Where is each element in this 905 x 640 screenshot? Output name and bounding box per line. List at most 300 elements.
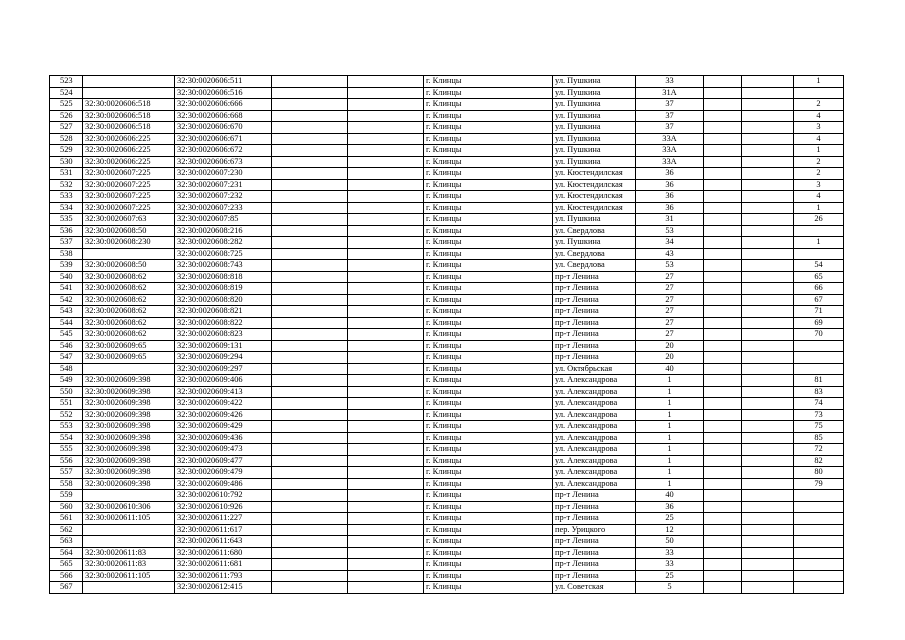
apartment-number-cell: 72 bbox=[794, 444, 844, 456]
blank-cell-d bbox=[742, 248, 794, 260]
parent-cadastral-number-cell: 32:30:0020611:83 bbox=[83, 547, 175, 559]
city-cell: г. Клинцы bbox=[424, 467, 553, 479]
cadastral-number-cell: 32:30:0020611:643 bbox=[175, 536, 272, 548]
street-cell: ул. Александрова bbox=[553, 421, 636, 433]
blank-cell-b bbox=[348, 248, 424, 260]
blank-cell-d bbox=[742, 110, 794, 122]
cadastral-number-cell: 32:30:0020609:413 bbox=[175, 386, 272, 398]
city-cell: г. Клинцы bbox=[424, 340, 553, 352]
blank-cell-a bbox=[272, 87, 348, 99]
blank-cell-a bbox=[272, 214, 348, 226]
street-cell: ул. Пушкина bbox=[553, 214, 636, 226]
city-cell: г. Клинцы bbox=[424, 76, 553, 88]
parent-cadastral-number-cell bbox=[83, 490, 175, 502]
blank-cell-b bbox=[348, 421, 424, 433]
parent-cadastral-number-cell: 32:30:0020608:50 bbox=[83, 260, 175, 272]
row-number-cell: 528 bbox=[50, 133, 83, 145]
blank-cell-a bbox=[272, 329, 348, 341]
blank-cell-a bbox=[272, 444, 348, 456]
blank-cell-c bbox=[704, 99, 742, 111]
house-number-cell: 1 bbox=[636, 467, 704, 479]
blank-cell-d bbox=[742, 340, 794, 352]
apartment-number-cell: 83 bbox=[794, 386, 844, 398]
street-cell: ул. Кюстендилская bbox=[553, 191, 636, 203]
cadastral-number-cell: 32:30:0020607:231 bbox=[175, 179, 272, 191]
house-number-cell: 1 bbox=[636, 409, 704, 421]
house-number-cell: 20 bbox=[636, 352, 704, 364]
city-cell: г. Клинцы bbox=[424, 490, 553, 502]
row-number-cell: 544 bbox=[50, 317, 83, 329]
blank-cell-c bbox=[704, 248, 742, 260]
city-cell: г. Клинцы bbox=[424, 294, 553, 306]
apartment-number-cell: 54 bbox=[794, 260, 844, 272]
blank-cell-c bbox=[704, 225, 742, 237]
table-row bbox=[50, 432, 844, 444]
blank-cell-c bbox=[704, 271, 742, 283]
blank-cell-d bbox=[742, 363, 794, 375]
blank-cell-c bbox=[704, 421, 742, 433]
cadastral-number-cell: 32:30:0020612:415 bbox=[175, 582, 272, 594]
row-number-cell: 558 bbox=[50, 478, 83, 490]
cadastral-number-cell: 32:30:0020608:819 bbox=[175, 283, 272, 295]
cadastral-number-cell: 32:30:0020608:822 bbox=[175, 317, 272, 329]
blank-cell-c bbox=[704, 570, 742, 582]
city-cell: г. Клинцы bbox=[424, 202, 553, 214]
blank-cell-d bbox=[742, 156, 794, 168]
blank-cell-a bbox=[272, 133, 348, 145]
house-number-cell: 36 bbox=[636, 168, 704, 180]
house-number-cell: 36 bbox=[636, 179, 704, 191]
blank-cell-d bbox=[742, 99, 794, 111]
street-cell: ул. Советская bbox=[553, 582, 636, 594]
blank-cell-a bbox=[272, 513, 348, 525]
city-cell: г. Клинцы bbox=[424, 87, 553, 99]
apartment-number-cell: 4 bbox=[794, 191, 844, 203]
city-cell: г. Клинцы bbox=[424, 191, 553, 203]
blank-cell-d bbox=[742, 467, 794, 479]
apartment-number-cell bbox=[794, 570, 844, 582]
parent-cadastral-number-cell bbox=[83, 87, 175, 99]
row-number-cell: 539 bbox=[50, 260, 83, 272]
apartment-number-cell: 2 bbox=[794, 168, 844, 180]
blank-cell-b bbox=[348, 570, 424, 582]
blank-cell-b bbox=[348, 294, 424, 306]
parent-cadastral-number-cell: 32:30:0020609:398 bbox=[83, 421, 175, 433]
table-body bbox=[50, 76, 844, 594]
blank-cell-d bbox=[742, 294, 794, 306]
city-cell: г. Клинцы bbox=[424, 559, 553, 571]
city-cell: г. Клинцы bbox=[424, 248, 553, 260]
parent-cadastral-number-cell: 32:30:0020609:398 bbox=[83, 375, 175, 387]
house-number-cell: 33А bbox=[636, 145, 704, 157]
street-cell: ул. Пушкина bbox=[553, 87, 636, 99]
parent-cadastral-number-cell: 32:30:0020608:62 bbox=[83, 283, 175, 295]
apartment-number-cell: 75 bbox=[794, 421, 844, 433]
row-number-cell: 529 bbox=[50, 145, 83, 157]
city-cell: г. Клинцы bbox=[424, 156, 553, 168]
cadastral-number-cell: 32:30:0020609:406 bbox=[175, 375, 272, 387]
city-cell: г. Клинцы bbox=[424, 168, 553, 180]
parent-cadastral-number-cell bbox=[83, 76, 175, 88]
blank-cell-c bbox=[704, 122, 742, 134]
apartment-number-cell: 66 bbox=[794, 283, 844, 295]
blank-cell-c bbox=[704, 582, 742, 594]
apartment-number-cell: 4 bbox=[794, 110, 844, 122]
blank-cell-a bbox=[272, 306, 348, 318]
blank-cell-d bbox=[742, 76, 794, 88]
house-number-cell: 27 bbox=[636, 294, 704, 306]
street-cell: пр-т Ленина bbox=[553, 271, 636, 283]
house-number-cell: 27 bbox=[636, 271, 704, 283]
blank-cell-c bbox=[704, 386, 742, 398]
blank-cell-d bbox=[742, 559, 794, 571]
cadastral-number-cell: 32:30:0020608:216 bbox=[175, 225, 272, 237]
blank-cell-b bbox=[348, 191, 424, 203]
apartment-number-cell bbox=[794, 248, 844, 260]
table-row bbox=[50, 191, 844, 203]
blank-cell-d bbox=[742, 317, 794, 329]
row-number-cell: 553 bbox=[50, 421, 83, 433]
house-number-cell: 12 bbox=[636, 524, 704, 536]
apartment-number-cell bbox=[794, 513, 844, 525]
parent-cadastral-number-cell: 32:30:0020608:230 bbox=[83, 237, 175, 249]
table-row bbox=[50, 294, 844, 306]
city-cell: г. Клинцы bbox=[424, 283, 553, 295]
blank-cell-b bbox=[348, 283, 424, 295]
parent-cadastral-number-cell: 32:30:0020607:225 bbox=[83, 191, 175, 203]
apartment-number-cell bbox=[794, 501, 844, 513]
house-number-cell: 36 bbox=[636, 191, 704, 203]
blank-cell-c bbox=[704, 547, 742, 559]
parent-cadastral-number-cell: 32:30:0020609:398 bbox=[83, 386, 175, 398]
cadastral-number-cell: 32:30:0020606:668 bbox=[175, 110, 272, 122]
street-cell: ул. Октябрьская bbox=[553, 363, 636, 375]
blank-cell-c bbox=[704, 202, 742, 214]
city-cell: г. Клинцы bbox=[424, 179, 553, 191]
row-number-cell: 545 bbox=[50, 329, 83, 341]
street-cell: ул. Александрова bbox=[553, 444, 636, 456]
house-number-cell: 37 bbox=[636, 99, 704, 111]
table-row bbox=[50, 478, 844, 490]
blank-cell-a bbox=[272, 145, 348, 157]
blank-cell-a bbox=[272, 490, 348, 502]
apartment-number-cell: 65 bbox=[794, 271, 844, 283]
apartment-number-cell bbox=[794, 490, 844, 502]
blank-cell-b bbox=[348, 455, 424, 467]
blank-cell-a bbox=[272, 421, 348, 433]
table-row bbox=[50, 214, 844, 226]
blank-cell-c bbox=[704, 501, 742, 513]
blank-cell-a bbox=[272, 76, 348, 88]
blank-cell-a bbox=[272, 168, 348, 180]
blank-cell-c bbox=[704, 145, 742, 157]
row-number-cell: 538 bbox=[50, 248, 83, 260]
blank-cell-d bbox=[742, 513, 794, 525]
blank-cell-a bbox=[272, 455, 348, 467]
blank-cell-a bbox=[272, 352, 348, 364]
blank-cell-c bbox=[704, 110, 742, 122]
table-row bbox=[50, 490, 844, 502]
table-row bbox=[50, 306, 844, 318]
street-cell: пр-т Ленина bbox=[553, 306, 636, 318]
blank-cell-c bbox=[704, 398, 742, 410]
street-cell: ул. Александрова bbox=[553, 409, 636, 421]
street-cell: ул. Пушкина bbox=[553, 156, 636, 168]
blank-cell-d bbox=[742, 478, 794, 490]
blank-cell-b bbox=[348, 87, 424, 99]
street-cell: ул. Пушкина bbox=[553, 99, 636, 111]
blank-cell-d bbox=[742, 306, 794, 318]
house-number-cell: 31 bbox=[636, 214, 704, 226]
city-cell: г. Клинцы bbox=[424, 306, 553, 318]
row-number-cell: 549 bbox=[50, 375, 83, 387]
blank-cell-d bbox=[742, 570, 794, 582]
blank-cell-d bbox=[742, 133, 794, 145]
blank-cell-c bbox=[704, 317, 742, 329]
street-cell: ул. Александрова bbox=[553, 375, 636, 387]
blank-cell-c bbox=[704, 363, 742, 375]
city-cell: г. Клинцы bbox=[424, 513, 553, 525]
blank-cell-c bbox=[704, 513, 742, 525]
table-row bbox=[50, 168, 844, 180]
blank-cell-d bbox=[742, 375, 794, 387]
blank-cell-a bbox=[272, 340, 348, 352]
table-row bbox=[50, 248, 844, 260]
cadastral-number-cell: 32:30:0020606:670 bbox=[175, 122, 272, 134]
row-number-cell: 543 bbox=[50, 306, 83, 318]
city-cell: г. Клинцы bbox=[424, 444, 553, 456]
table-row bbox=[50, 524, 844, 536]
blank-cell-c bbox=[704, 409, 742, 421]
cadastral-number-cell: 32:30:0020611:681 bbox=[175, 559, 272, 571]
parent-cadastral-number-cell: 32:30:0020611:105 bbox=[83, 570, 175, 582]
street-cell: ул. Свердлова bbox=[553, 248, 636, 260]
apartment-number-cell bbox=[794, 536, 844, 548]
blank-cell-a bbox=[272, 559, 348, 571]
parent-cadastral-number-cell: 32:30:0020611:83 bbox=[83, 559, 175, 571]
table-row bbox=[50, 260, 844, 272]
apartment-number-cell: 80 bbox=[794, 467, 844, 479]
table-row bbox=[50, 76, 844, 88]
parent-cadastral-number-cell: 32:30:0020609:398 bbox=[83, 478, 175, 490]
table-row bbox=[50, 375, 844, 387]
row-number-cell: 535 bbox=[50, 214, 83, 226]
cadastral-number-cell: 32:30:0020606:511 bbox=[175, 76, 272, 88]
apartment-number-cell: 74 bbox=[794, 398, 844, 410]
street-cell: ул. Пушкина bbox=[553, 133, 636, 145]
blank-cell-c bbox=[704, 478, 742, 490]
cadastral-number-cell: 32:30:0020608:820 bbox=[175, 294, 272, 306]
city-cell: г. Клинцы bbox=[424, 432, 553, 444]
street-cell: ул. Пушкина bbox=[553, 145, 636, 157]
house-number-cell: 33А bbox=[636, 156, 704, 168]
house-number-cell: 37 bbox=[636, 122, 704, 134]
row-number-cell: 525 bbox=[50, 99, 83, 111]
blank-cell-c bbox=[704, 87, 742, 99]
cadastral-number-cell: 32:30:0020609:429 bbox=[175, 421, 272, 433]
blank-cell-b bbox=[348, 317, 424, 329]
row-number-cell: 546 bbox=[50, 340, 83, 352]
blank-cell-a bbox=[272, 271, 348, 283]
city-cell: г. Клинцы bbox=[424, 536, 553, 548]
city-cell: г. Клинцы bbox=[424, 570, 553, 582]
street-cell: ул. Александрова bbox=[553, 455, 636, 467]
blank-cell-d bbox=[742, 421, 794, 433]
cadastral-number-cell: 32:30:0020608:818 bbox=[175, 271, 272, 283]
blank-cell-c bbox=[704, 306, 742, 318]
parent-cadastral-number-cell: 32:30:0020606:518 bbox=[83, 122, 175, 134]
street-cell: ул. Пушкина bbox=[553, 122, 636, 134]
row-number-cell: 550 bbox=[50, 386, 83, 398]
row-number-cell: 527 bbox=[50, 122, 83, 134]
blank-cell-b bbox=[348, 202, 424, 214]
cadastral-number-cell: 32:30:0020609:477 bbox=[175, 455, 272, 467]
blank-cell-a bbox=[272, 99, 348, 111]
table-row bbox=[50, 340, 844, 352]
city-cell: г. Клинцы bbox=[424, 582, 553, 594]
parent-cadastral-number-cell: 32:30:0020610:306 bbox=[83, 501, 175, 513]
house-number-cell: 5 bbox=[636, 582, 704, 594]
city-cell: г. Клинцы bbox=[424, 271, 553, 283]
house-number-cell: 27 bbox=[636, 283, 704, 295]
cadastral-number-cell: 32:30:0020608:725 bbox=[175, 248, 272, 260]
street-cell: пр-т Ленина bbox=[553, 352, 636, 364]
table-row bbox=[50, 237, 844, 249]
blank-cell-c bbox=[704, 455, 742, 467]
blank-cell-a bbox=[272, 248, 348, 260]
blank-cell-a bbox=[272, 536, 348, 548]
parent-cadastral-number-cell bbox=[83, 524, 175, 536]
apartment-number-cell: 1 bbox=[794, 145, 844, 157]
blank-cell-b bbox=[348, 536, 424, 548]
blank-cell-b bbox=[348, 306, 424, 318]
house-number-cell: 36 bbox=[636, 202, 704, 214]
blank-cell-c bbox=[704, 214, 742, 226]
street-cell: пр-т Ленина bbox=[553, 294, 636, 306]
apartment-number-cell bbox=[794, 547, 844, 559]
blank-cell-c bbox=[704, 352, 742, 364]
blank-cell-c bbox=[704, 260, 742, 272]
apartment-number-cell bbox=[794, 87, 844, 99]
parent-cadastral-number-cell bbox=[83, 363, 175, 375]
blank-cell-d bbox=[742, 168, 794, 180]
blank-cell-d bbox=[742, 145, 794, 157]
street-cell: ул. Александрова bbox=[553, 467, 636, 479]
house-number-cell: 31А bbox=[636, 87, 704, 99]
blank-cell-d bbox=[742, 225, 794, 237]
blank-cell-a bbox=[272, 570, 348, 582]
table-row bbox=[50, 547, 844, 559]
parent-cadastral-number-cell: 32:30:0020606:518 bbox=[83, 99, 175, 111]
row-number-cell: 536 bbox=[50, 225, 83, 237]
blank-cell-b bbox=[348, 363, 424, 375]
house-number-cell: 33А bbox=[636, 133, 704, 145]
blank-cell-d bbox=[742, 352, 794, 364]
city-cell: г. Клинцы bbox=[424, 225, 553, 237]
parent-cadastral-number-cell: 32:30:0020607:63 bbox=[83, 214, 175, 226]
table-row bbox=[50, 156, 844, 168]
cadastral-number-cell: 32:30:0020606:672 bbox=[175, 145, 272, 157]
street-cell: пр-т Ленина bbox=[553, 490, 636, 502]
cadastral-number-cell: 32:30:0020609:422 bbox=[175, 398, 272, 410]
blank-cell-a bbox=[272, 260, 348, 272]
blank-cell-a bbox=[272, 409, 348, 421]
blank-cell-d bbox=[742, 283, 794, 295]
blank-cell-d bbox=[742, 490, 794, 502]
row-number-cell: 554 bbox=[50, 432, 83, 444]
house-number-cell: 53 bbox=[636, 260, 704, 272]
table-row bbox=[50, 87, 844, 99]
row-number-cell: 567 bbox=[50, 582, 83, 594]
blank-cell-b bbox=[348, 490, 424, 502]
blank-cell-d bbox=[742, 536, 794, 548]
blank-cell-b bbox=[348, 133, 424, 145]
row-number-cell: 532 bbox=[50, 179, 83, 191]
row-number-cell: 563 bbox=[50, 536, 83, 548]
cadastral-number-cell: 32:30:0020609:486 bbox=[175, 478, 272, 490]
cadastral-number-cell: 32:30:0020611:227 bbox=[175, 513, 272, 525]
apartment-number-cell bbox=[794, 352, 844, 364]
blank-cell-b bbox=[348, 513, 424, 525]
parent-cadastral-number-cell: 32:30:0020611:105 bbox=[83, 513, 175, 525]
cadastral-number-cell: 32:30:0020608:743 bbox=[175, 260, 272, 272]
blank-cell-b bbox=[348, 467, 424, 479]
street-cell: пр-т Ленина bbox=[553, 340, 636, 352]
house-number-cell: 1 bbox=[636, 444, 704, 456]
blank-cell-d bbox=[742, 501, 794, 513]
table-row bbox=[50, 122, 844, 134]
blank-cell-b bbox=[348, 237, 424, 249]
blank-cell-a bbox=[272, 432, 348, 444]
city-cell: г. Клинцы bbox=[424, 214, 553, 226]
row-number-cell: 562 bbox=[50, 524, 83, 536]
parent-cadastral-number-cell: 32:30:0020608:62 bbox=[83, 294, 175, 306]
street-cell: ул. Александрова bbox=[553, 432, 636, 444]
blank-cell-a bbox=[272, 547, 348, 559]
blank-cell-c bbox=[704, 432, 742, 444]
cadastral-number-cell: 32:30:0020607:85 bbox=[175, 214, 272, 226]
house-number-cell: 40 bbox=[636, 490, 704, 502]
cadastral-number-cell: 32:30:0020607:230 bbox=[175, 168, 272, 180]
blank-cell-d bbox=[742, 202, 794, 214]
blank-cell-a bbox=[272, 283, 348, 295]
blank-cell-d bbox=[742, 444, 794, 456]
blank-cell-b bbox=[348, 444, 424, 456]
blank-cell-a bbox=[272, 398, 348, 410]
street-cell: пр-т Ленина bbox=[553, 559, 636, 571]
house-number-cell: 1 bbox=[636, 386, 704, 398]
blank-cell-b bbox=[348, 168, 424, 180]
street-cell: ул. Пушкина bbox=[553, 76, 636, 88]
table-row bbox=[50, 559, 844, 571]
street-cell: ул. Свердлова bbox=[553, 260, 636, 272]
blank-cell-c bbox=[704, 340, 742, 352]
cadastral-number-cell: 32:30:0020609:294 bbox=[175, 352, 272, 364]
cadastral-number-cell: 32:30:0020606:666 bbox=[175, 99, 272, 111]
city-cell: г. Клинцы bbox=[424, 501, 553, 513]
blank-cell-c bbox=[704, 179, 742, 191]
cadastral-number-cell: 32:30:0020608:821 bbox=[175, 306, 272, 318]
row-number-cell: 531 bbox=[50, 168, 83, 180]
blank-cell-c bbox=[704, 133, 742, 145]
blank-cell-c bbox=[704, 444, 742, 456]
apartment-number-cell bbox=[794, 225, 844, 237]
street-cell: пер. Урицкого bbox=[553, 524, 636, 536]
apartment-number-cell bbox=[794, 559, 844, 571]
house-number-cell: 1 bbox=[636, 398, 704, 410]
blank-cell-b bbox=[348, 375, 424, 387]
row-number-cell: 555 bbox=[50, 444, 83, 456]
